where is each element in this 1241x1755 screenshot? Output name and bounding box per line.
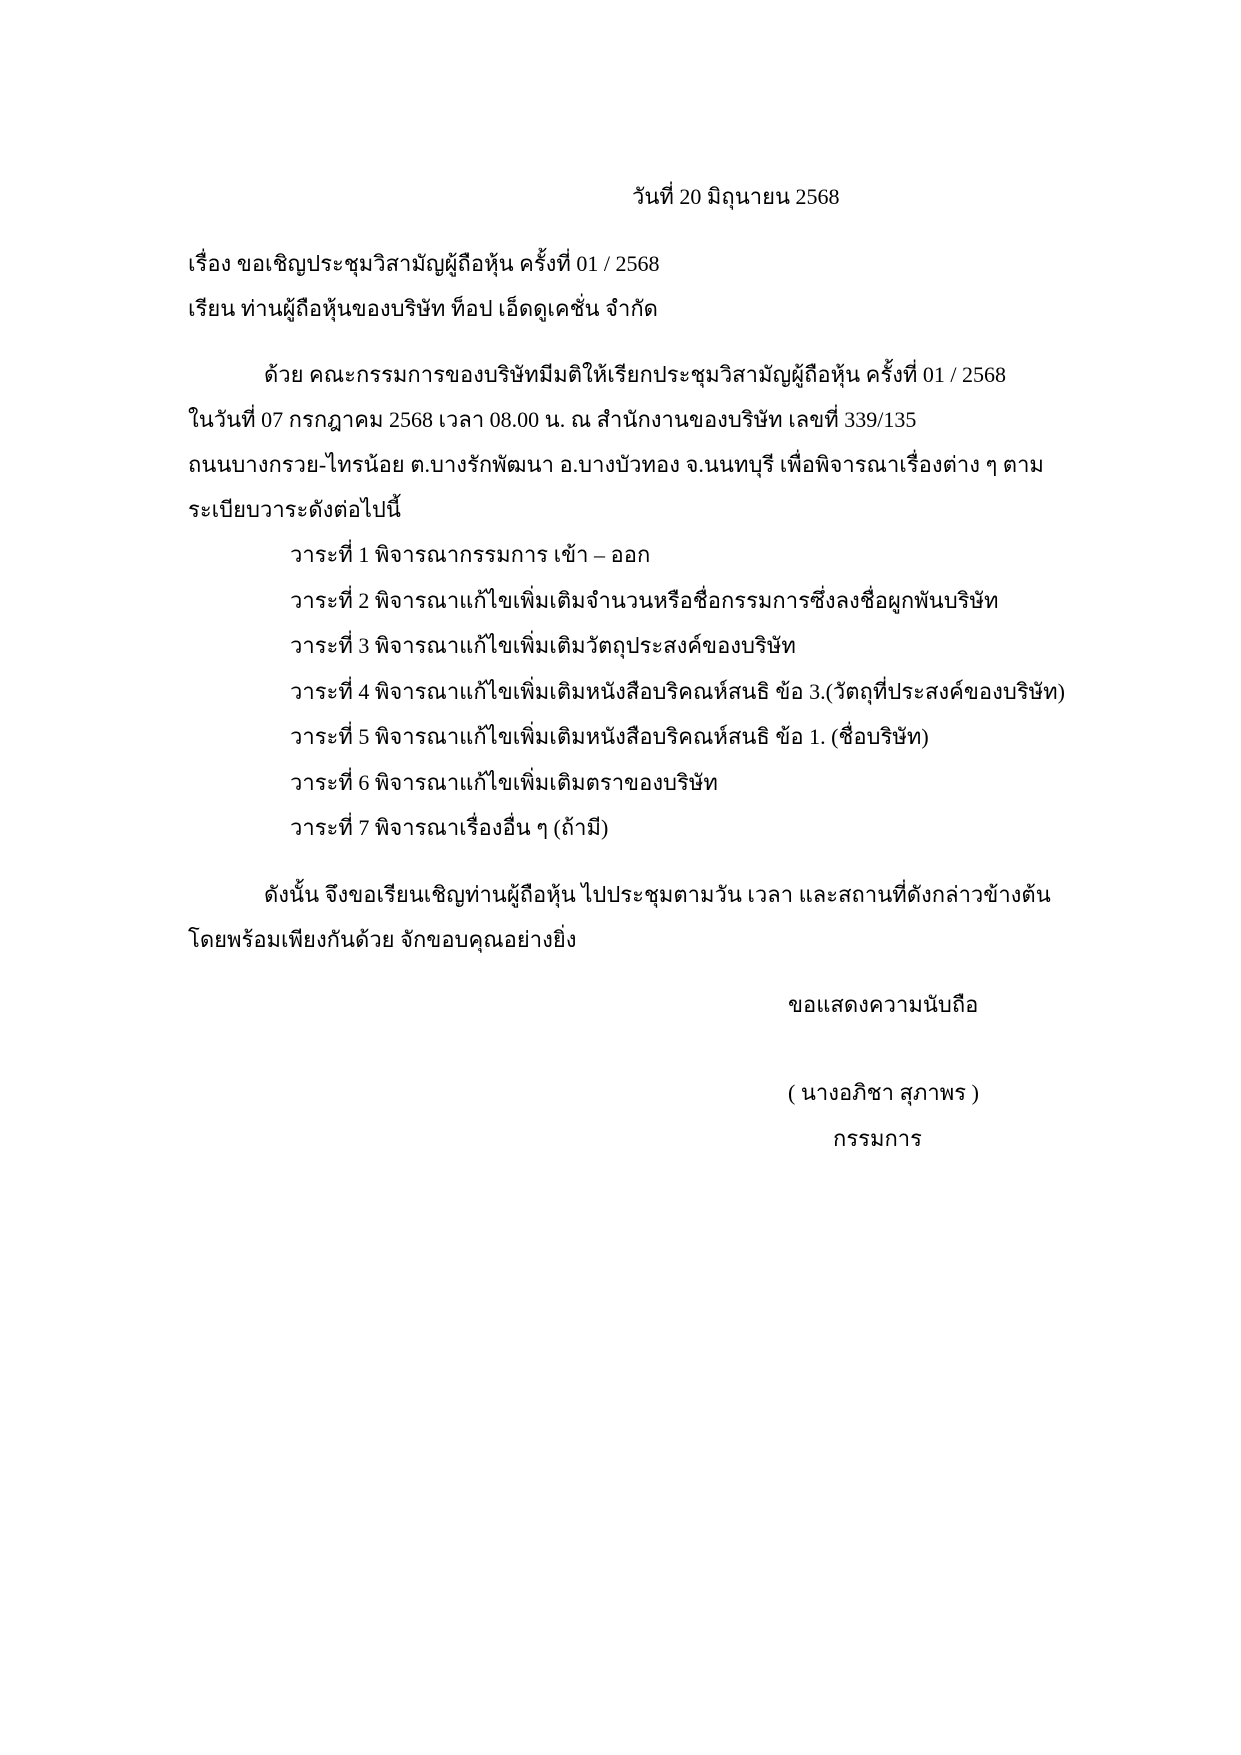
signer-name: ( นางอภิชา สุภาพร )	[788, 1080, 979, 1105]
agenda-item: วาระที่ 5 พิจารณาแก้ไขเพิ่มเติมหนังสือบริคณห์สนธิ ข้อ 1. (ชื่อบริษัท)	[290, 724, 929, 749]
agenda-list	[290, 540, 1065, 859]
body-paragraph-line: ด้วย คณะกรรมการของบริษัทมีมติให้เรียกประชุมวิสามัญผู้ถือหุ้น ครั้งที่ 01 / 2568	[264, 362, 1007, 387]
closing-paragraph-line: ดังนั้น จึงขอเรียนเชิญท่านผู้ถือหุ้น ไปประชุมตามวัน เวลา และสถานที่ดังกล่าวข้างต้น	[264, 882, 1051, 907]
agenda-item: วาระที่ 7 พิจารณาเรื่องอื่น ๆ (ถ้ามี)	[290, 815, 609, 840]
letter-date: วันที่ 20 มิถุนายน 2568	[632, 184, 840, 209]
body-paragraph-line: ถนนบางกรวย-ไทรน้อย ต.บางรักพัฒนา อ.บางบัวทอง จ.นนทบุรี เพื่อพิจารณาเรื่องต่าง ๆ ตาม	[188, 452, 1044, 477]
closing-paragraph-line: โดยพร้อมเพียงกันด้วย จักขอบคุณอย่างยิ่ง	[188, 927, 577, 952]
agenda-item: วาระที่ 3 พิจารณาแก้ไขเพิ่มเติมวัตถุประสงค์ของบริษัท	[290, 633, 796, 658]
signer-position: กรรมการ	[833, 1126, 922, 1151]
body-paragraph-line: ในวันที่ 07 กรกฎาคม 2568 เวลา 08.00 น. ณ สำนักงานของบริษัท เลขที่ 339/135	[188, 407, 917, 432]
agenda-item: วาระที่ 6 พิจารณาแก้ไขเพิ่มเติมตราของบริษัท	[290, 769, 718, 795]
agenda-item: วาระที่ 4 พิจารณาแก้ไขเพิ่มเติมหนังสือบริคณห์สนธิ ข้อ 3.(วัตถุที่ประสงค์ของบริษัท)	[290, 678, 1065, 704]
closing-regards: ขอแสดงความนับถือ	[788, 992, 979, 1017]
body-paragraph-line: ระเบียบวาระดังต่อไปนี้	[188, 497, 401, 522]
agenda-item: วาระที่ 2 พิจารณาแก้ไขเพิ่มเติมจำนวนหรือชื่อกรรมการซึ่งลงชื่อผูกพันบริษัท	[290, 587, 999, 613]
agenda-item: วาระที่ 1 พิจารณากรรมการ เข้า – ออก	[290, 542, 651, 567]
letter-recipient: เรียน ท่านผู้ถือหุ้นของบริษัท ท็อป เอ็ดดูเคชั่น จำกัด	[188, 296, 658, 321]
letter-subject: เรื่อง ขอเชิญประชุมวิสามัญผู้ถือหุ้น ครั้งที่ 01 / 2568	[188, 251, 660, 276]
